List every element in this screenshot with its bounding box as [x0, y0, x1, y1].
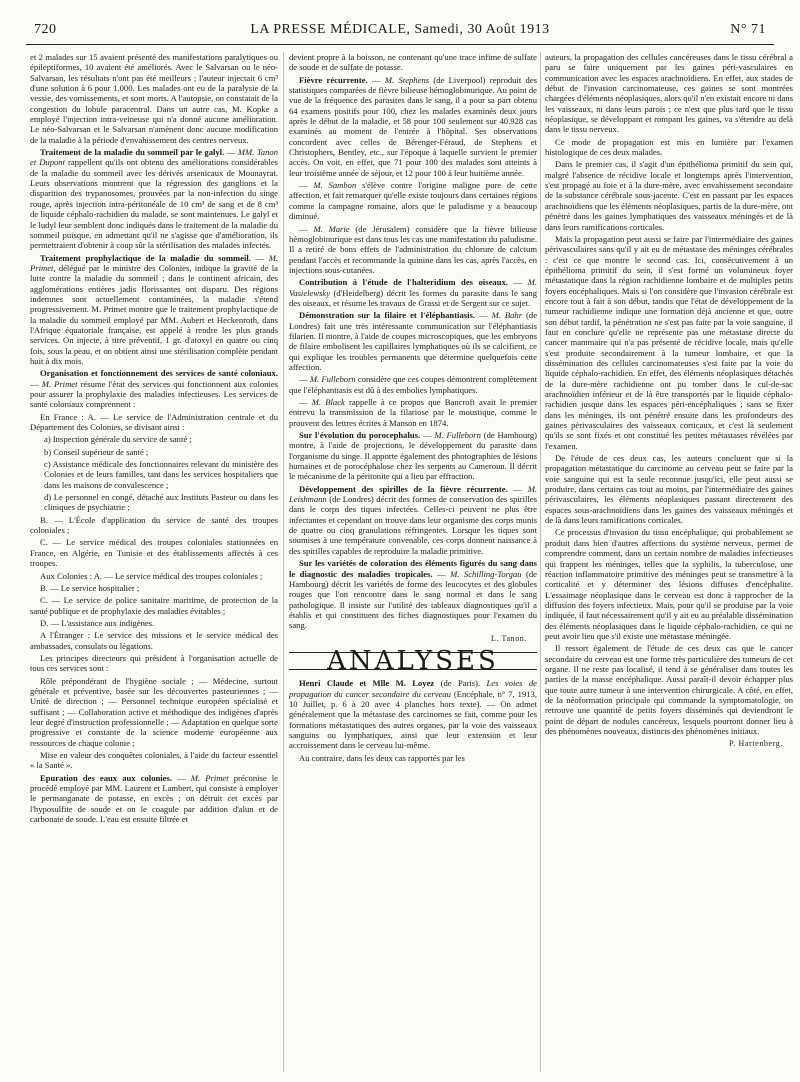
section-text: s'élève contre l'origine maligne pure de cette affection, et fait remarquer qu'elle existe toujours dans certaines régions comme la campagne romaine, alors que le paludisme y a beaucoup diminué. [289, 180, 537, 222]
paragraph: — M. Sambon s'élève contre l'origine maligne pure de cette affection, et fait remarquer qu'elle existe toujours dans certaines régions comme la campagne romaine, alors que le paludisme y a beaucoup diminué. [289, 180, 537, 222]
author: M. Schilling-Torgau [450, 568, 522, 579]
section-text: résume l'état des services qui fonctionnent aux colonies pour assurer la prophylaxie des maladies infectieuses. Les services de santé coloniaux comprennent : [30, 378, 278, 410]
section-text: (de Liverpool) reproduit des statistiques comparées de fièvre bilieuse hémoglobinurique. Au point de vue de la fréquence des parasites dans le sang, il a pour sa part obtenu 64 examens positifs pour 100, chez les malades examinés deux jours après le début de la maladie, et 58 pour 100 seulement sur 40.928 cas examinés au moment de l'entrée à l'hôpital. Ses observations concordent avec celles de Bérenger-Féraud, de Stephens et Christophers, Bentley, etc., sur l'époque à laquelle survient le premier accès. On voit, en effet, que 71 pour 100 des malades sont atteints à leur troisième année de séjour, et 12 pour 100 à leur huitième année. [289, 74, 537, 178]
page-header [26, 22, 774, 40]
paragraph: — M. Fulleborn considère que ces coupes démontrent complètement que l'éléphantiasis est dû à des embolies lymphatiques. [289, 374, 537, 395]
section-prophylaxis: Traitement prophylactique de la maladie du sommeil. — M. Primet, délégué par le ministre des Colonies, indique la gravité de la lutte contre la maladie du sommeil ; dans le continent africain, des agglomérations entières jadis florissantes ont disparu. Des régions indemnes sont actuellement contaminées, la maladie s'étend progressivement. M. Primet montre que le traitement prophylactique de la maladie du sommeil employé par MM. Aubert et Heckenroth, dans l'Afrique équatoriale française, est appelé à rendre les plus grands services. On injecte, à titre préventif, 1 gr. d'atoxyl en quatre ou cinq fois, sous la peau, et on obtient ainsi une stérilisation complète pendant huit à dix mois. [30, 252, 278, 366]
signature: L. Tanon. [490, 633, 527, 643]
author: M. Black [311, 397, 345, 407]
section-text: , délégué par le ministre des Colonies, indique la gravité de la lutte contre la maladie du sommeil ; dans le continent africain, des agglomérations entières jadis florissantes ont disparu. Des régions indemnes sont actuellement contaminées, la maladie s'étend progressivement. M. Primet montre que le traitement prophylactique de la maladie du sommeil employé par MM. Aubert et Heckenroth, dans l'Afrique équatoriale française, est appelé à rendre les plus grands services. On injecte, à titre préventif, 1 gr. d'atoxyl en quatre ou cinq fois, sous la peau, et on obtient ainsi une stérilisation complète pendant huit à dix mois. [30, 262, 278, 366]
section-spirilles: Développement des spirilles de la fièvre récurrente. — M. Leishmann (de Londres) décrit des formes de conservation des spirilles dans le corps des tiques infectées. Celles-ci peuvent ne plus être infectantes et cependant on trouve dans leur organisme des corps munis de quatre ou cinq granulations réfringentes. Lorsque les tiques sont soumises à une température convenable, ces corps donnent naissance à des spirilles capables de reproduire la maladie primitive. [289, 483, 537, 556]
author: M. Sambon [313, 180, 357, 191]
author: M. Fulleborn [434, 430, 481, 441]
section-text: (de Londres) décrit des formes de conservation des spirilles dans le corps des tiques infectées. Celles-ci peuvent ne plus être infectantes et cependant on trouve dans leur organisme des corps munis de quatre ou cinq granulations réfringentes. Lorsque les tiques sont soumises à une température convenable, ces corps donnent naissance à des spirilles capables de reproduire la maladie primitive. [289, 494, 537, 556]
column-divider [283, 52, 284, 1072]
paragraph: Aux Colonies : A. — Le service médical des troupes coloniales ; [40, 570, 263, 581]
section-title: Démonstration sur la filaire et l'éléphantiasis. [299, 310, 475, 321]
paragraph: C. — Le service de police sanitaire maritime, de protection de la santé publique et de prophylaxie des maladies évitables ; [30, 595, 278, 616]
list-item: b) Conseil supérieur de santé ; [44, 446, 149, 457]
author: M. Vasielewsky [289, 277, 537, 298]
section-title: Sur les variétés de coloration des éléments figurés du sang dans le diagnostic des maladies tropicales. [289, 558, 537, 579]
column-divider [540, 52, 541, 1072]
paragraph: A l'Étranger : Le service des missions et le service médical des ambassades, consulats ou légations. [30, 630, 278, 651]
paragraph: En France : A. — Le service de l'Administration centrale et du Département des Colonies, se divisant ainsi : [30, 411, 278, 433]
analysis-reference: (Encéphale, n° 7, 1913, 10 Juillet, p. 6 à 20 avec 4 planches hors texte). [289, 688, 537, 709]
paragraph: C. — Le service médical des troupes coloniales stationnées en France, en Algérie, en Tunisie et des établissements affectés à ces troupes. [30, 537, 278, 569]
paragraph: Mais la propagation peut aussi se faire par l'intermédiaire des gaines périvasculaires sans qu'il y ait eu de métastase des méninges cérébrales : c'est ce que montre le second cas. Ici, consécutivement à un épithélioma primitif du sein, il s'est formé un volumineux foyer métastatique dans la région rachidienne lombaire et de multiples petits foyers encéphaliques. Mais si l'on considère que l'invasion cérébrale est encore tout à fait à son début, tandis que l'état de développement de la tumeur rachidienne indique une formation déjà ancienne et que, outre son début tardif, la pénétration ne s'est pas faite par la voie sanguine, il faut en conclure qu'elle ne représente pas une métastase directe du cancer mammaire qui n'a pas présenté de récidive locale, mais qu'elle s'est produite secondairement à la tumeur lombaire, et que la dissémination des cellules carcinomateuses s'est faite par la voie du liquide céphalo-rachidien. En effet, des éléments néoplasiques détachés de la dure-mère rachidienne ont pu tomber dans le cul-de-sac arachnoïdien inférieur et de là être transportés par le liquide céphalo-rachidien jusque dans les espaces péri-encéphaliques ; sans se fixer dans les méninges, ils ont pénétré ensuite dans les profondeurs des gaines périvasculaires des vaisseaux corticaux, et c'est là seulement qu'ils se sont fixés et ont constitué les petites métastases révélées par l'examen. [545, 233, 793, 451]
paragraph: Rôle prépondérant de l'hygiène sociale ; — Médecine, surtout générale et préventive, basée sur les découvertes pasteuriennes ; — Unité de direction ; — Personnel technique européen spécialisé et suffisant ; — Collaboration active et méthodique des indigènes d'après leur degré d'instruction professionnelle ; — Adaptation en quelque sorte progressive et constante de la science moderne européenne aux ressources de chaque colonie ; [30, 675, 278, 748]
author: M. Stephens [384, 74, 430, 85]
paragraph: et 2 malades sur 15 avaient présenté des manifestations paralytiques ou épileptiformes, 10 avaient été améliorés. Avec le Salvarsan ou le néo-Salvarsan, les résultats n'ont pas été meilleurs ; l'auteur injectait 6 cm³ d'une solution à 6 pour 1.000. Les malades ont eu de la paralysie de la vessie, des vomissements, et sont morts. A l'autopsie, on constatait de la congestion du lobule paracentral. Dans un autre cas, M. Kopke a employé l'injection intra-veineuse qui n'a donné aucune amélioration. Le néo-Salvarsan et le Salvarsan n'amènent donc aucune modification de la maladie à la période d'envahissement des centres nerveux. [30, 52, 278, 145]
journal-title: LA PRESSE MÉDICALE, Samedi, 30 Août 1913 [250, 22, 550, 37]
section-text: (de Hambourg) montre, à l'aide de projections, le développement du parasite dans l'organisme du singe. Il apporte également des photographies de lésions humaines et de porocéphalose chez les serpents au Cameroun. Il décrit le mécanisme de la péritonite qui a lieu par effraction. [289, 430, 537, 482]
column-middle [289, 52, 537, 1076]
author: M. Primet [190, 772, 229, 783]
paragraph: devient propre à la boisson, ne contenant qu'une trace infime de sulfate de soude et de sulfate de potasse. [289, 52, 537, 73]
paragraph: B. — L'École d'application du service de santé des troupes coloniales ; [30, 514, 278, 536]
paragraph: — M. Marie (de Jérusalem) considère que la fièvre bilieuse hémoglobinurique est dans tous les cas une manifestation du paludisme. Il a retiré de bons effets de l'administration du chlorure de calcium pendant l'accès et recommande la quinine dans les cas, après l'accès, en injections sous-cutanées. [289, 223, 537, 275]
section-title: Contribution à l'étude de l'halteridium des oiseaux. [299, 277, 508, 288]
author: M. Primet [30, 252, 278, 273]
analysis-place: (de Paris). [434, 678, 487, 689]
section-title: Organisation et fonctionnement des services de santé coloniaux. [40, 368, 278, 379]
signature: P. Hartenberg. [729, 739, 783, 749]
section-title: Sur l'évolution du porocephalus. [299, 430, 421, 441]
analysis-authors: Henri Claude et Mlle M. Loyez [299, 678, 435, 689]
author: M. Primet [41, 378, 78, 389]
author: M. Marie [313, 223, 350, 234]
section-halteridium: Contribution à l'étude de l'halteridium des oiseaux. — M. Vasielewsky (d'Heidelberg) décrit les formes du parasite dans le sang des oiseaux, et résume les travaux de Grassi et de Sergent sur ce sujet. [289, 277, 537, 308]
section-text: (de Jérusalem) considère que la fièvre bilieuse hémoglobinurique est dans tous les cas une manifestation du paludisme. Il a retiré de bons effets de l'administration du chlorure de calcium pendant l'accès et recommande la quinine dans les cas, après l'accès, en injections sous-cutanées. [289, 223, 537, 275]
paragraph: Ce mode de propagation est mis en lumière par l'examen histologique de ces deux malades. [545, 136, 793, 158]
paragraph: Il ressort également de l'étude de ces deux cas que le cancer secondaire du cerveau est une forme très particulière des tumeurs de cet organe. Il ne reste pas localisé, il tend à se généraliser dans toutes les parties de la masse encéphalique. Aussi paraît-il devoir échapper plus que toute autre tumeur à une intervention chirurgicale. A côté, en effet, de la néoformation principale qui commande la symptomatologie, on retrouve une quantité de petits foyers disséminés qui deviendront le point de départ de nodules cancéreux, lesquels pourront donner lieu à des phénomènes nouveaux, distincts des phénomènes initiaux. [545, 643, 793, 736]
paragraph: D. — L'assistance aux indigènes. [40, 617, 155, 628]
author: M. Bahr [491, 310, 523, 321]
author: M. Fulleborn [309, 374, 356, 385]
section-sleeping-sickness-galyl: Traitement de la maladie du sommeil par le galyl. — MM. Tanon et Dupont rappellent qu'ils ont obtenu des améliorations considérables de la maladie du sommeil avec les dérivés arsenicaux de Mounayrat. Leurs observations montrent que la régression des ganglions et la disparition des trypanosomes, prouvées par la non-infection du singe rouge, après injection intra-péritonéale de 10 cm³ de sang et de 8 cm³ de liquide céphalo-rachidien du malade, se sont maintenues. Le galyl et le ludyl leur semblent donc indiqués dans le traitement de la maladie du sommeil puisque, en admettant qu'il ne s'agisse que d'amélioration, ils permettraient d'obtenir à coup sûr la stérilisation des malades infectés. [30, 147, 278, 251]
section-health-services: Organisation et fonctionnement des services de santé coloniaux. — M. Primet résume l'état des services qui fonctionnent aux colonies pour assurer la prophylaxie des maladies infectieuses. Les services de santé coloniaux comprennent : [30, 368, 278, 410]
paragraph: Ce processus d'invasion du tissu encéphalique, qui probablement se produit dans bien d'autres affections du système nerveux, permet de comprendre comment, dans un certain nombre de maladies infectieuses qui frappent les méninges, telles que la syphilis, la tuberculose, une réaction inflammatoire primitive des méninges peut se transmettre à la corticalité et y déterminer des lésions diffuses d'encéphalite. L'essaimage néoplasique dans le cerveau est donc à rapprocher de la diffusion des foyers infectieux. Mais, pour qu'il se produise par la voie indiquée, il faut nécessairement qu'il y ait eu au préalable dissémination des éléments néoplasiques dans le liquide céphalo-rachidien, ce qui ne peut avoir lieu que s'il existe une métastase méningée. [545, 527, 793, 641]
page-number: 720 [34, 22, 57, 37]
section-relapsing-fever: Fièvre récurrente. — M. Stephens (de Liverpool) reproduit des statistiques comparées de fièvre bilieuse hémoglobinurique. Au point de vue de la fréquence des parasites dans le sang, il a pour sa part obtenu 64 examens positifs pour 100, chez les malades examinés deux jours après le début de la maladie, et 58 pour 100 seulement sur 40.928 cas examinés au moment de l'entrée à l'hôpital. Ses observations concordent avec celles de Bérenger-Féraud, de Stephens et Christophers, Bentley, etc., sur l'époque à laquelle survient le premier accès. On voit, en effet, que 71 pour 100 des malades sont atteints à leur troisième année de séjour, et 12 pour 100 à leur huitième année. [289, 74, 537, 178]
analysis-title: Les voies de propagation du cancer secondaire du cerveau [289, 678, 537, 699]
section-title: Epuration des eaux aux colonies. [40, 772, 172, 783]
section-porocephalus: Sur l'évolution du porocephalus. — M. Fulleborn (de Hambourg) montre, à l'aide de projections, le développement du parasite dans l'organisme du singe. Il apporte également des photographies de lésions humaines et de porocéphalose chez les serpents au Cameroun. Il décrit le mécanisme de la péritonite qui a lieu par effraction. [289, 430, 537, 482]
paragraph: Les principes directeurs qui président à l'organisation actuelle de tous ces services sont : [30, 652, 278, 674]
list-item: a) Inspection générale du service de santé ; [44, 434, 192, 445]
author: M. Leishmann [289, 483, 537, 505]
issue-number: N° 71 [730, 22, 766, 37]
paragraph: B. — Le service hospitalier ; [40, 582, 140, 593]
section-text: considère que ces coupes démontrent complètement que l'éléphantiasis est dû à des embolies lymphatiques. [289, 374, 537, 395]
section-text: rappellent qu'ils ont obtenu des améliorations considérables de la maladie du sommeil avec les dérivés arsenicaux de Mounayrat. Leurs observations montrent que la régression des ganglions et la disparition des trypanosomes, prouvées par la non-infection du singe rouge, après injection intra-péritonéale de 10 cm³ de sang et de 8 cm³ de liquide céphalo-rachidien du malade, se sont maintenues. Le galyl et le ludyl leur semblent donc indiqués dans le traitement de la maladie du sommeil puisque, en admettant qu'il ne s'agisse que d'amélioration, ils permettraient d'obtenir à coup sûr la stérilisation des malades infectés. [30, 157, 278, 251]
paragraph: — M. Black rappelle à ce propos que Bancroft avait le premier entrevu la transmission de la filariose par le moustique, comme le prouvent des lettres écrites à Manson en 1874. [289, 397, 537, 428]
section-blood-coloration: Sur les variétés de coloration des éléments figurés du sang dans le diagnostic des maladies tropicales. — M. Schilling-Torgau (de Hambourg) décrit les variétés de forme des leucocytes et des globules rouges que l'on rencontre dans le sang normal et dans le sang pathologique. Il insiste sur l'utilité des tableaux diagnostiques qu'il a établis et qui constituent des fiches diagnostiques pour l'examen du sang. [289, 558, 537, 631]
section-title: Fièvre récurrente. [299, 74, 368, 85]
section-title: Développement des spirilles de la fièvre récurrente. [299, 483, 508, 494]
paragraph: De l'étude de ces deux cas, les auteurs concluent que si la propagation métastatique du carcinome au cerveau peut se faire par la voie sanguine qui est la seule reconnue jusqu'ici, elle peut aussi se produire, dans certains cas tout au moins, par l'intermédiaire des gaines périvasculaires, les éléments néoplasiques passant directement des espaces sous-arachnoïdiens dans les gaines des vaisseaux méningés et de là dans leurs ramifications corticales. [545, 453, 793, 526]
section-text: rappelle à ce propos que Bancroft avait le premier entrevu la transmission de la filariose par le moustique, comme le prouvent des lettres écrites à Manson en 1874. [289, 397, 537, 428]
paragraph: auteurs, la propagation des cellules cancéreuses dans le tissu cérébral a paru se faire uniquement par les gaines péri-vasculaires en communication avec les espaces arachnoïdiens. En effet, aux stades de début de l'invasion carcinomateuse, ces gaines se sont montrées chargées d'éléments néoplasiques, alors qu'il n'en existait encore ni dans les vaisseaux, ni dans leurs parois ; ce n'est que plus tard que le tissu néoplasique, se développant et rompant les gaines, va s'étendre au delà dans le tissu nerveux. [545, 52, 793, 135]
section-filaria: Démonstration sur la filaire et l'éléphantiasis. — M. Bahr (de Londres) fait une très intéressante communication sur l'éléphantiasis filarien. Il montre, à l'aide de coupes microscopiques, que les embryons de filaire embolisent les capillaires lymphatiques où ils se calcifient, ce qui explique les troubles permanents que détermine quelquefois cette affection. [289, 310, 537, 372]
column-right [545, 52, 793, 1076]
analysis-entry [289, 678, 537, 750]
section-title: Traitement prophylactique de la maladie du sommeil. [40, 252, 251, 263]
list-item: d) Le personnel en congé, détaché aux Instituts Pasteur ou dans les cliniques de psychiatrie ; [44, 492, 278, 513]
section-text: (de Londres) fait une très intéressante communication sur l'éléphantiasis filarien. Il montre, à l'aide de coupes microscopiques, que les embryons de filaire embolisent les capillaires lymphatiques où ils se calcifient, ce qui explique les troubles permanents que détermine quelquefois cette affection. [289, 310, 537, 372]
header-rule [26, 44, 774, 45]
section-title: Traitement de la maladie du sommeil par le galyl. [40, 147, 225, 158]
paragraph: Au contraire, dans les deux cas rapportés par les [299, 752, 465, 763]
section-text: (d'Heidelberg) décrit les formes du parasite dans le sang des oiseaux, et résume les travaux de Grassi et de Sergent sur ce sujet. [289, 287, 537, 308]
section-text: préconise le procédé employé par MM. Laurent et Lambert, qui consiste à employer le permanganate de potasse, en excès ; on détruit cet excès par l'hyposulfite de soude et on le coagule par addition d'alun et de carbonate de soude. L'eau est ensuite filtrée et [30, 772, 278, 825]
column-left [30, 52, 278, 1076]
paragraph: Dans le premier cas, il s'agit d'un épithélioma primitif du sein qui, malgré l'absence de récidive locale et longtemps après l'intervention, s'est propagé au foie et à la dure-mère, avec envahissement secondaire de la substance cérébrale sous-jacente. C'est en passant par les espaces arachnoïdiens que les éléments néoplasiques, partis de la dure-mère, ont pénétré dans les gaines lymphatiques des vaisseaux méningés et de là dans leurs ramifications corticales. [545, 159, 793, 232]
section-water-purification: Epuration des eaux aux colonies. — M. Primet préconise le procédé employé par MM. Laurent et Lambert, qui consiste à employer le permanganate de potasse, en excès ; on détruit cet excès par l'hyposulfite de soude et on le coagule par addition d'alun et de carbonate de soude. L'eau est ensuite filtrée et [30, 772, 278, 825]
section-text: (de Hambourg) décrit les variétés de forme des leucocytes et des globules rouges que l'on rencontre dans le sang normal et dans le sang pathologique. Il insiste sur l'utilité des tableaux diagnostiques qu'il a établis et qui constituent des fiches diagnostiques pour l'examen du sang. [289, 568, 537, 631]
analyses-heading: ANALYSES [289, 652, 537, 670]
author: MM. Tanon et Dupont [30, 147, 278, 168]
list-item: c) Assistance médicale des fonctionnaires relevant du ministère des Colonies et de leurs familles, tant dans les services hospitaliers que dans les maisons de convalescence ; [44, 459, 278, 490]
analysis-text: — On admet généralement que la métastase des carcinomes se fait, comme pour les formations métastatiques des autres organes, par la voie des vaisseaux sanguins ou lymphatiques, ainsi que leur extension et leur accroissement dans le cerveau lui-même. [289, 698, 537, 751]
paragraph: Mise en valeur des conquêtes coloniales, à l'aide du facteur essentiel « la Santé ». [30, 750, 278, 771]
